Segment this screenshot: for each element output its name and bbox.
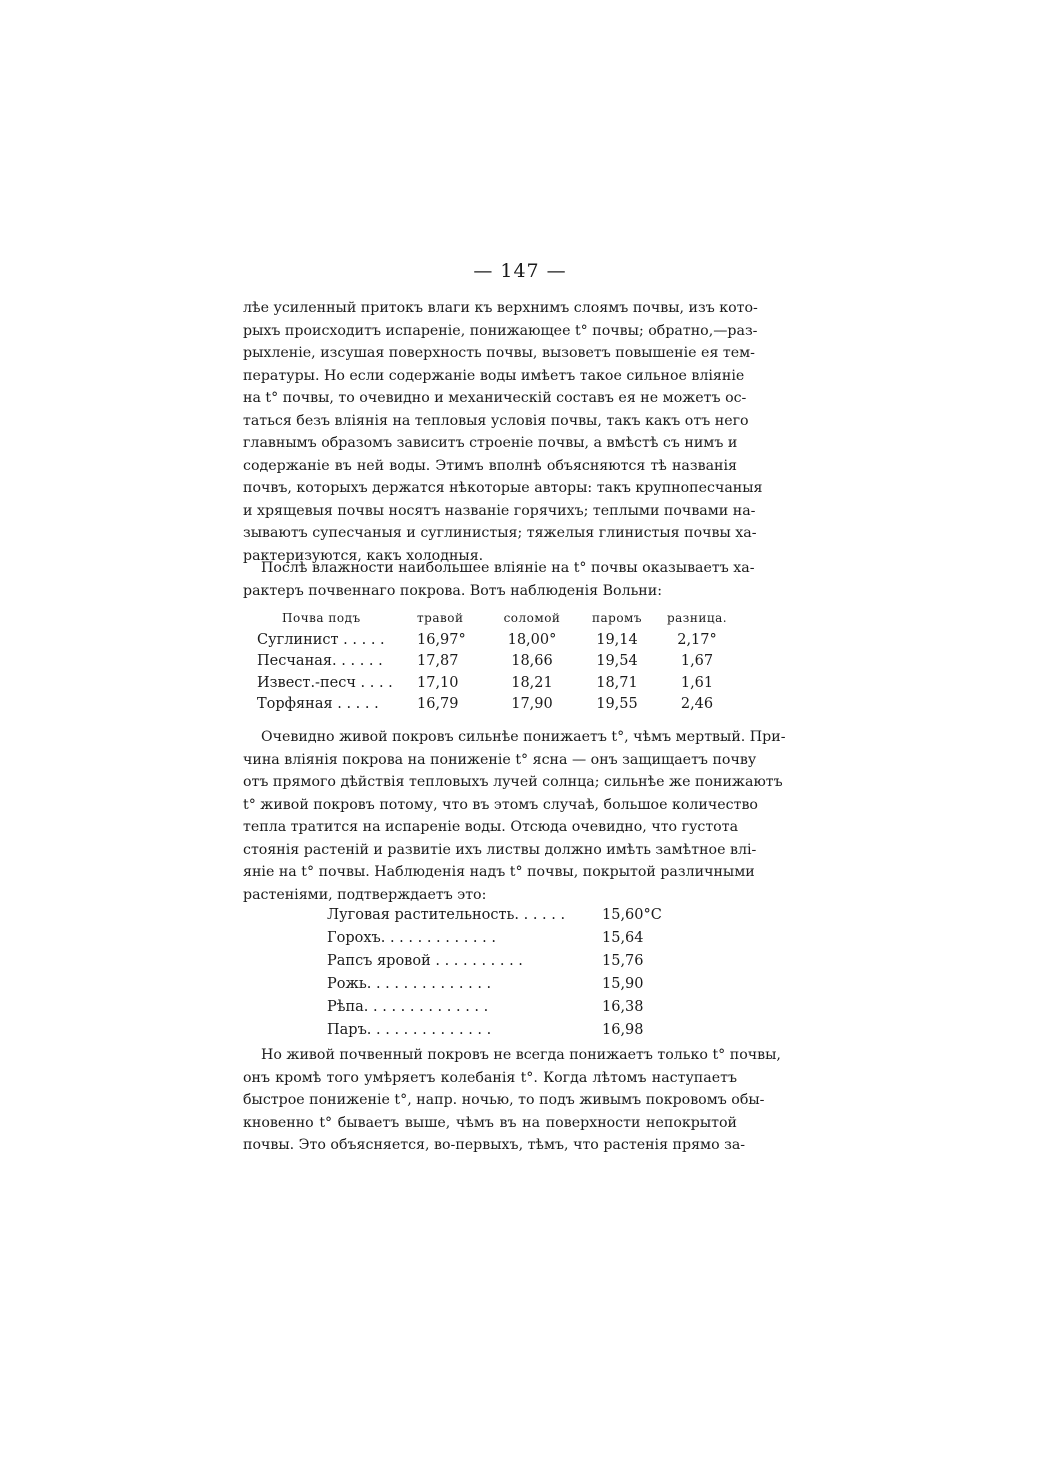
text-line: содержаніе въ ней воды. Этимъ вполнѣ объясняются тѣ названія (243, 457, 737, 474)
text-line: рактеръ почвеннаго покрова. Вотъ наблюденія Вольни: (243, 582, 662, 599)
table-cell: 1,67 (680, 653, 714, 670)
table-cell: 16,97° (417, 631, 466, 648)
paragraph-4 (243, 1044, 781, 1157)
plant-cover-table (327, 903, 662, 1041)
text-line: чина вліянія покрова на пониженіе t° ясна — онъ защищаетъ почву (243, 751, 757, 768)
text-line: яніе на t° почвы. Наблюденія надъ t° почвы, покрытой различными (243, 864, 755, 880)
table-row (257, 694, 737, 716)
row-label: Суглинист . . . . . (257, 631, 385, 648)
text-line: Послѣ влажности наибольшее вліяніе на t° почвы оказываетъ ха- (261, 560, 755, 576)
table-row (257, 629, 737, 651)
table-row (257, 672, 737, 694)
column-header: разница. (666, 611, 728, 625)
table-row (327, 949, 662, 972)
row-label: Извест.-песч . . . . (257, 674, 393, 691)
table-cell: 18,66 (511, 653, 553, 670)
column-header: соломой (503, 611, 561, 625)
table-cell: 15,76 (602, 952, 644, 969)
text-line: почвы. Это объясняется, во-первыхъ, тѣмъ, что растенія прямо за- (243, 1137, 746, 1153)
table-header-row (257, 607, 737, 629)
table-cell: 18,21 (511, 674, 553, 691)
table-row (327, 995, 662, 1018)
text-line: почвъ, которыхъ держатся нѣкоторые авторы: такъ крупнопесчаныя (243, 480, 763, 496)
table-cell: 19,14 (596, 631, 638, 648)
table-cell: 15,64 (602, 929, 644, 946)
table-cell: 15,90 (602, 975, 644, 992)
text-line: рактеризуются, какъ холодныя. (243, 547, 484, 564)
table-cell: 18,71 (596, 674, 638, 691)
text-line: главнымъ образомъ зависитъ строеніе почвы, а вмѣстѣ съ нимъ и (243, 435, 738, 451)
text-line: рыхленіе, изсушая поверхность почвы, вызоветъ повышеніе ея тем- (243, 345, 755, 361)
table-cell: 15,60°C (602, 906, 662, 923)
table-cell: 19,55 (596, 696, 638, 713)
text-line: t° живой покровъ потому, что въ этомъ случаѣ, большое количество (243, 796, 758, 813)
text-line: Но живой почвенный покровъ не всегда понижаетъ только t° почвы, (261, 1047, 781, 1063)
table-row (327, 972, 662, 995)
text-line: таться безъ вліянія на тепловыя условія почвы, такъ какъ отъ него (243, 412, 749, 429)
paragraph-1 (243, 297, 763, 567)
table-cell: 2,46 (680, 696, 714, 713)
table-row (327, 1018, 662, 1041)
text-line: быстрое пониженіе t°, напр. ночью, то подъ живымъ покровомъ обы- (243, 1092, 765, 1108)
text-line: лѣе усиленный притокъ влаги къ верхнимъ слоямъ почвы, изъ кото- (243, 300, 758, 316)
text-line: кновенно t° бываетъ выше, чѣмъ въ на поверхности непокрытой (243, 1114, 737, 1131)
table-cell: 18,00° (507, 631, 557, 648)
row-label: Рапсъ яровой . . . . . . . . . . (327, 952, 523, 969)
row-label: Паръ. . . . . . . . . . . . . . (327, 1021, 492, 1038)
text-line: зываютъ супесчаныя и суглинистыя; тяжелыя глинистыя почвы ха- (243, 525, 757, 541)
table-cell: 17,87 (417, 653, 459, 670)
text-line: онъ кромѣ того умѣряетъ колебанія t°. Когда лѣтомъ наступаетъ (243, 1069, 737, 1086)
paragraph-2 (243, 557, 755, 602)
paragraph-3 (243, 726, 786, 906)
text-line: растеніями, подтверждаетъ это: (243, 886, 487, 903)
column-header: травой (417, 611, 464, 625)
table-cell: 16,38 (602, 998, 644, 1015)
soil-cover-table (257, 607, 737, 715)
text-line: пературы. Но если содержаніе воды имѣетъ такое сильное вліяніе (243, 367, 745, 384)
row-label: Рожь. . . . . . . . . . . . . . (327, 975, 492, 992)
page-number: — 147 — (473, 260, 567, 282)
row-label: Торфяная . . . . . (257, 696, 379, 713)
row-label: Песчаная. . . . . . (257, 653, 383, 670)
text-line: отъ прямого дѣйствія тепловыхъ лучей солнца; сильнѣе же понижаютъ (243, 774, 783, 790)
table-row (327, 926, 662, 949)
column-header: Почва подъ (282, 611, 361, 625)
text-line: на t° почвы, то очевидно и механическій составъ ея не можетъ ос- (243, 390, 747, 406)
table-cell: 16,98 (602, 1021, 644, 1038)
table-row (327, 903, 662, 926)
table-cell: 17,90 (511, 696, 553, 713)
text-line: рыхъ происходитъ испареніе, понижающее t° почвы; обратно,—раз- (243, 322, 758, 339)
text-line: Очевидно живой покровъ сильнѣе понижаетъ t°, чѣмъ мертвый. При- (261, 729, 786, 745)
table-cell: 16,79 (417, 696, 459, 713)
row-label: Луговая растительность. . . . . . (327, 906, 566, 923)
text-line: тепла тратится на испареніе воды. Отсюда очевидно, что густота (243, 819, 739, 835)
row-label: Рѣпа. . . . . . . . . . . . . . (327, 998, 489, 1015)
table-cell: 19,54 (596, 653, 638, 670)
table-cell: 2,17° (677, 631, 717, 648)
table-row (257, 651, 737, 673)
text-line: стоянія растеній и развитіе ихъ листвы должно имѣть замѣтное влі- (243, 841, 757, 858)
table-cell: 17,10 (417, 674, 459, 691)
table-cell: 1,61 (680, 674, 714, 691)
text-line: и хрящевыя почвы носятъ названіе горячихъ; теплыми почвами на- (243, 502, 756, 519)
row-label: Горохъ. . . . . . . . . . . . . (327, 929, 496, 946)
column-header: паромъ (591, 611, 643, 625)
